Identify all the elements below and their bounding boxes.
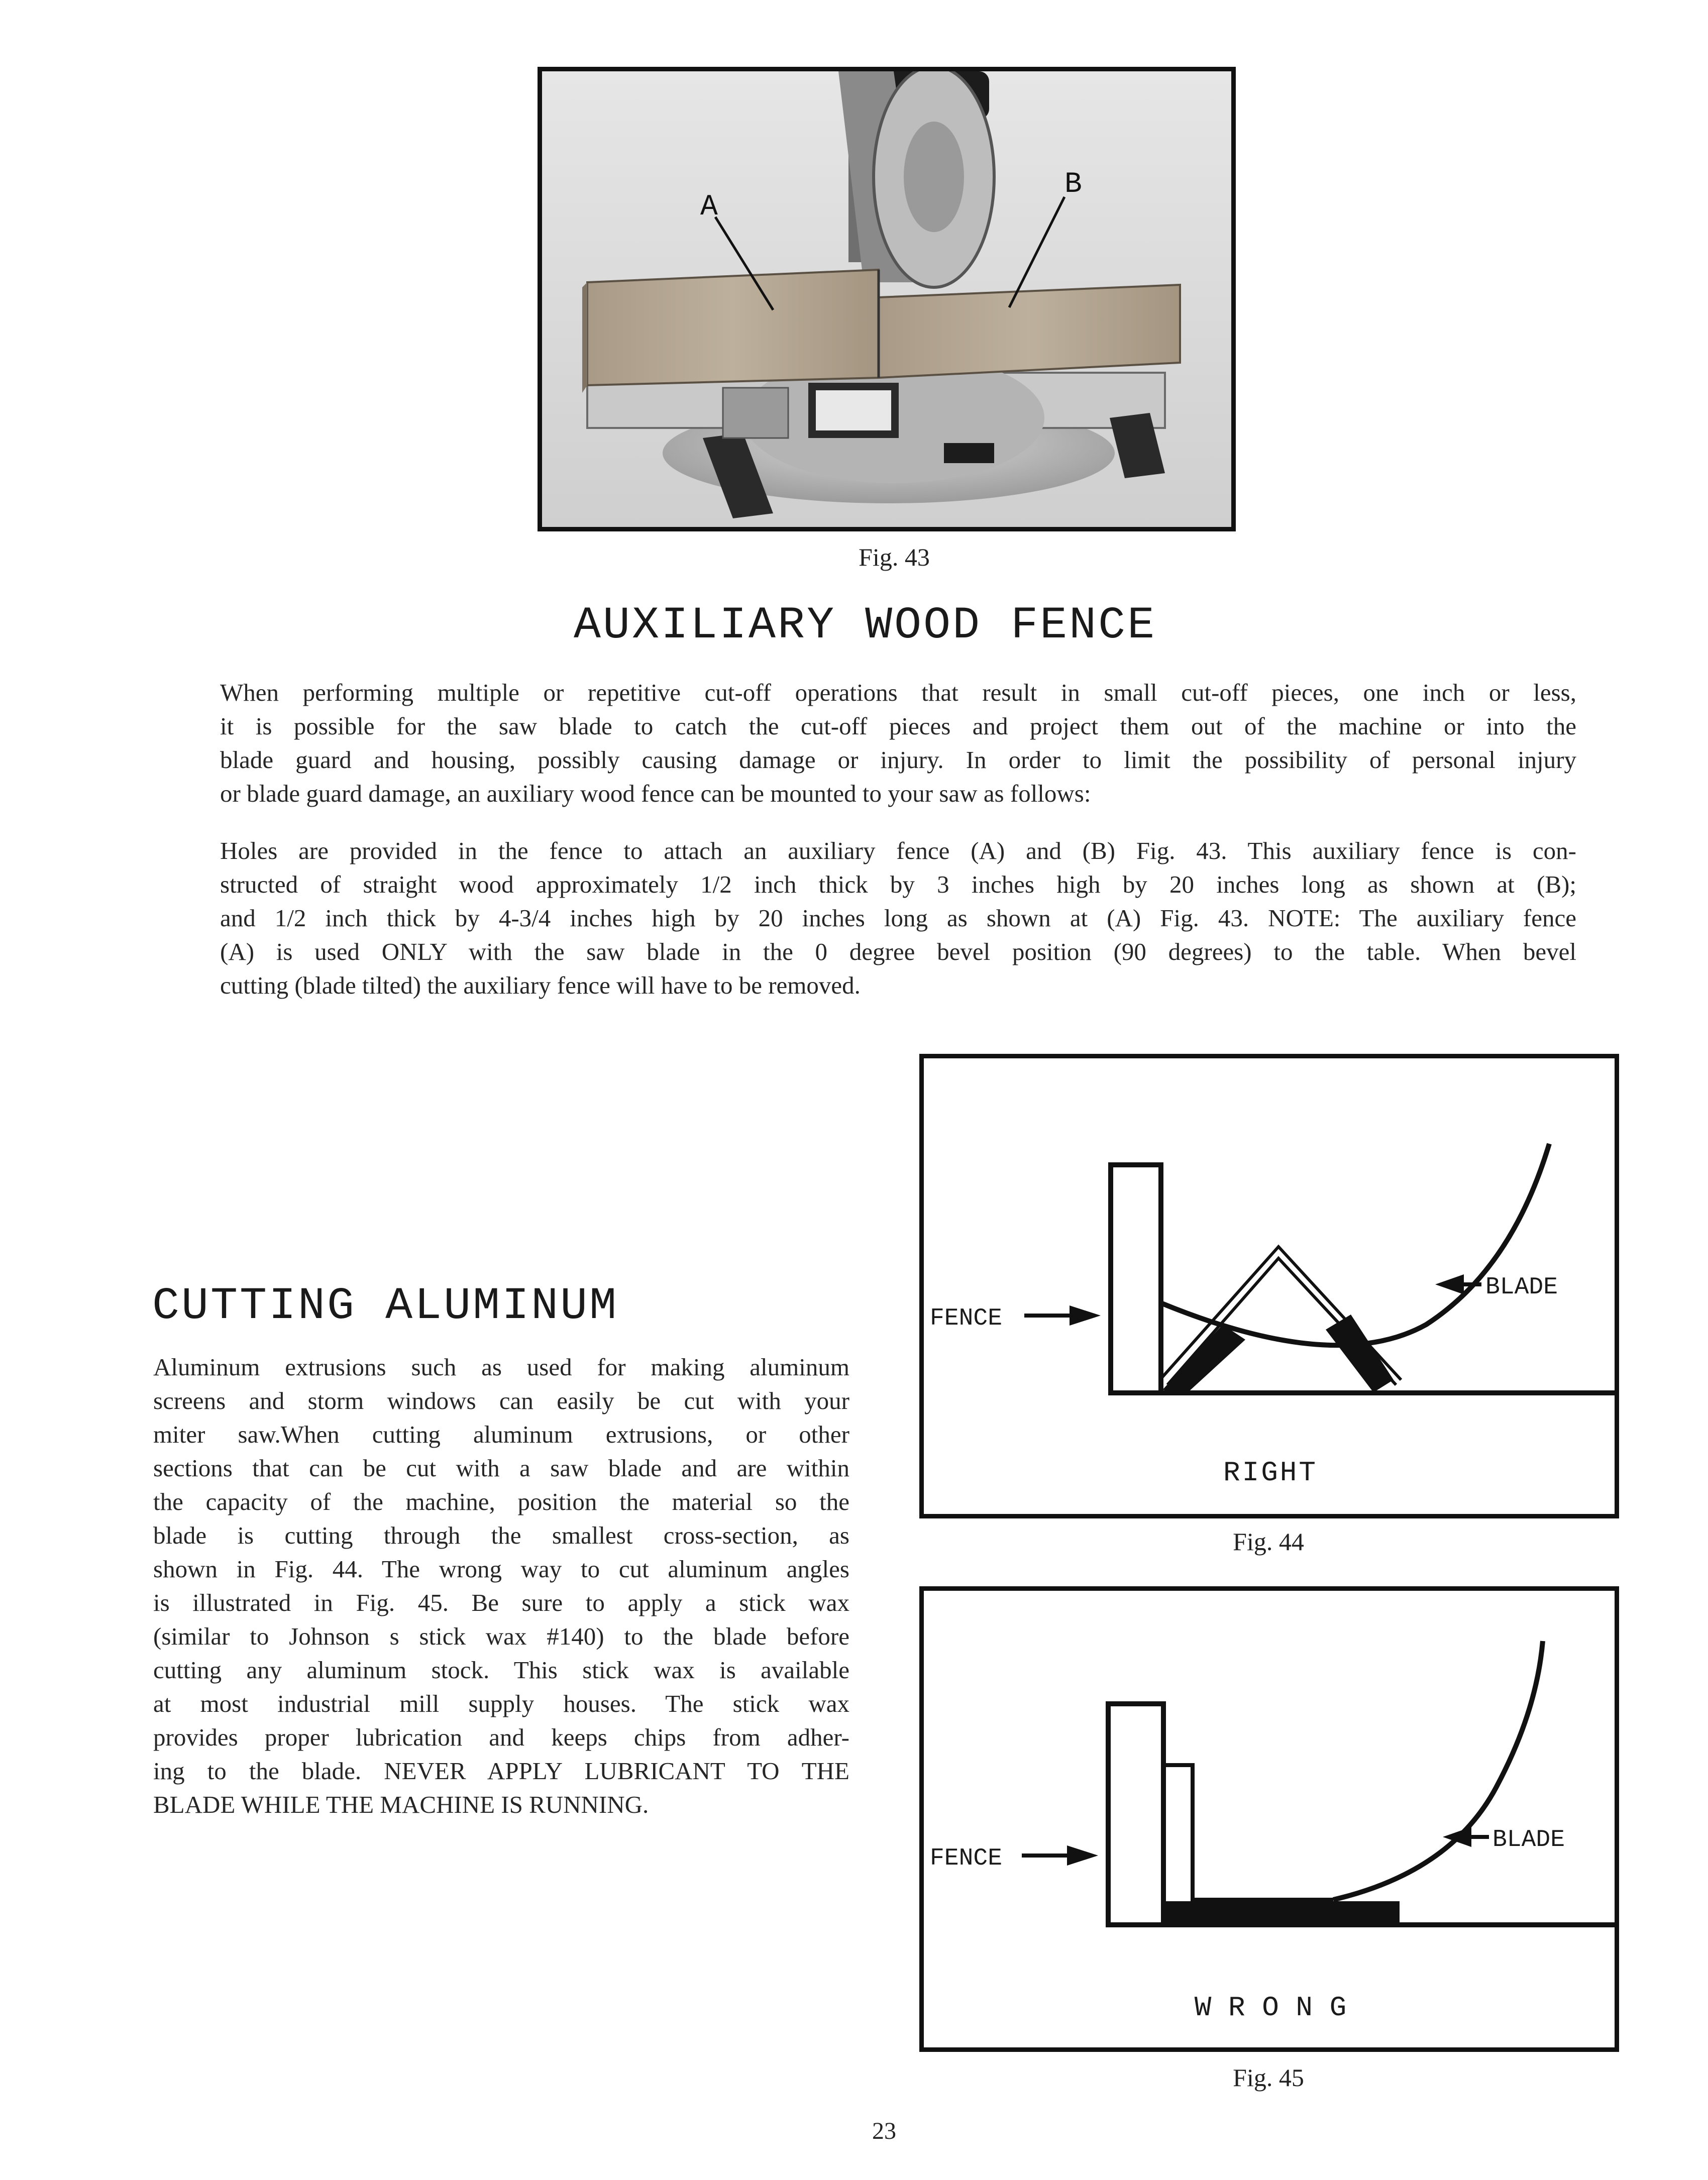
fig45-caption: Fig. 45 — [1233, 2063, 1304, 2092]
paragraph-line: cutting (blade tilted) the auxiliary fence will have to be removed. — [220, 971, 861, 999]
fig44-status: RIGHT — [1223, 1457, 1318, 1489]
fig45-status: W R O N G — [1194, 1992, 1347, 2024]
fence-block — [1111, 1165, 1161, 1393]
paragraph-line: shown in Fig. 44. The wrong way to cut aluminum angles — [153, 1555, 849, 1583]
page-number: 23 — [872, 2118, 896, 2144]
paragraph-line: Aluminum extrusions such as used for making aluminum — [153, 1353, 849, 1381]
fig45-blade-label: BLADE — [1492, 1826, 1565, 1854]
fig44-blade-label: BLADE — [1485, 1274, 1558, 1301]
paragraph-line: and 1/2 inch thick by 4-3/4 inches high by 20 inches long as shown at (A) Fig. 43. NOTE: The auxiliary fence — [220, 904, 1576, 932]
paragraph-line: (similar to Johnson s stick wax #140) to the blade before — [153, 1622, 849, 1650]
paragraph-line: is illustrated in Fig. 45. Be sure to apply a stick wax — [153, 1589, 849, 1616]
fig44-diagram — [919, 1054, 1619, 1518]
paragraph-line: ing to the blade. NEVER APPLY LUBRICANT TO THE — [153, 1757, 849, 1785]
paragraph-line: BLADE WHILE THE MACHINE IS RUNNING. — [153, 1791, 649, 1818]
aux-fence-paragraph-1 — [220, 676, 1576, 810]
aluminum-angle-base — [1163, 1901, 1400, 1923]
fig45-diagram — [919, 1586, 1619, 2052]
blade-arrow-icon — [1435, 1274, 1464, 1294]
fig45-fence-label: FENCE — [930, 1845, 1003, 1872]
aux-fence-paragraph-2 — [220, 834, 1576, 1002]
fig43-label-a: A — [700, 191, 718, 224]
fig43-photo — [538, 67, 1236, 531]
paragraph-line: or blade guard damage, an auxiliary wood fence can be mounted to your saw as follows: — [220, 780, 1091, 807]
paragraph-line: cutting any aluminum stock. This stick wax is available — [153, 1656, 849, 1684]
aluminum-angle-right-leg — [1326, 1315, 1394, 1392]
aluminum-angle-left-leg — [1162, 1325, 1245, 1395]
paragraph-line: structed of straight wood approximately 1/2 inch thick by 3 inches high by 20 inches long as shown at (B); — [220, 870, 1576, 898]
paragraph-line: miter saw.When cutting aluminum extrusions, or other — [153, 1421, 849, 1448]
fig43-caption: Fig. 43 — [859, 543, 930, 571]
fence-arrow-icon — [1067, 1845, 1098, 1866]
fig44-caption: Fig. 44 — [1233, 1528, 1304, 1556]
paragraph-line: it is possible for the saw blade to catch the cut-off pieces and project them out of the machine or into the — [220, 712, 1576, 740]
fig44-fence-label: FENCE — [930, 1305, 1003, 1332]
paragraph-line: at most industrial mill supply houses. The stick wax — [153, 1690, 849, 1717]
paragraph-line: blade guard and housing, possibly causing damage or injury. In order to limit the possibility of personal injury — [220, 746, 1576, 774]
paragraph-line: (A) is used ONLY with the saw blade in the 0 degree bevel position (90 degrees) to the table. When bevel — [220, 938, 1576, 965]
blade-arc — [1333, 1641, 1543, 1900]
paragraph-line: Holes are provided in the fence to attach an auxiliary fence (A) and (B) Fig. 43. This auxiliary fence is con- — [220, 837, 1576, 864]
paragraph-line: sections that can be cut with a saw blade and are within — [153, 1454, 849, 1482]
paragraph-line: the capacity of the machine, position the material so the — [153, 1488, 849, 1515]
aux-fence-title: AUXILIARY WOOD FENCE — [574, 600, 1157, 651]
fence-block — [1108, 1704, 1163, 1925]
aluminum-angle-outline — [1163, 1765, 1333, 1900]
fence-arrow-icon — [1070, 1305, 1101, 1326]
paragraph-line: When performing multiple or repetitive cut-off operations that result in small cut-off pieces, one inch or less, — [220, 679, 1576, 706]
cutting-aluminum-paragraph — [153, 1350, 849, 1821]
cutting-aluminum-title: CUTTING ALUMINUM — [152, 1281, 619, 1332]
miter-saw-illustration — [542, 71, 1231, 527]
paragraph-line: screens and storm windows can easily be cut with your — [153, 1387, 849, 1414]
fig43-label-b: B — [1064, 168, 1082, 201]
paragraph-line: blade is cutting through the smallest cross-section, as — [153, 1521, 849, 1549]
paragraph-line: provides proper lubrication and keeps chips from adher- — [153, 1723, 849, 1751]
